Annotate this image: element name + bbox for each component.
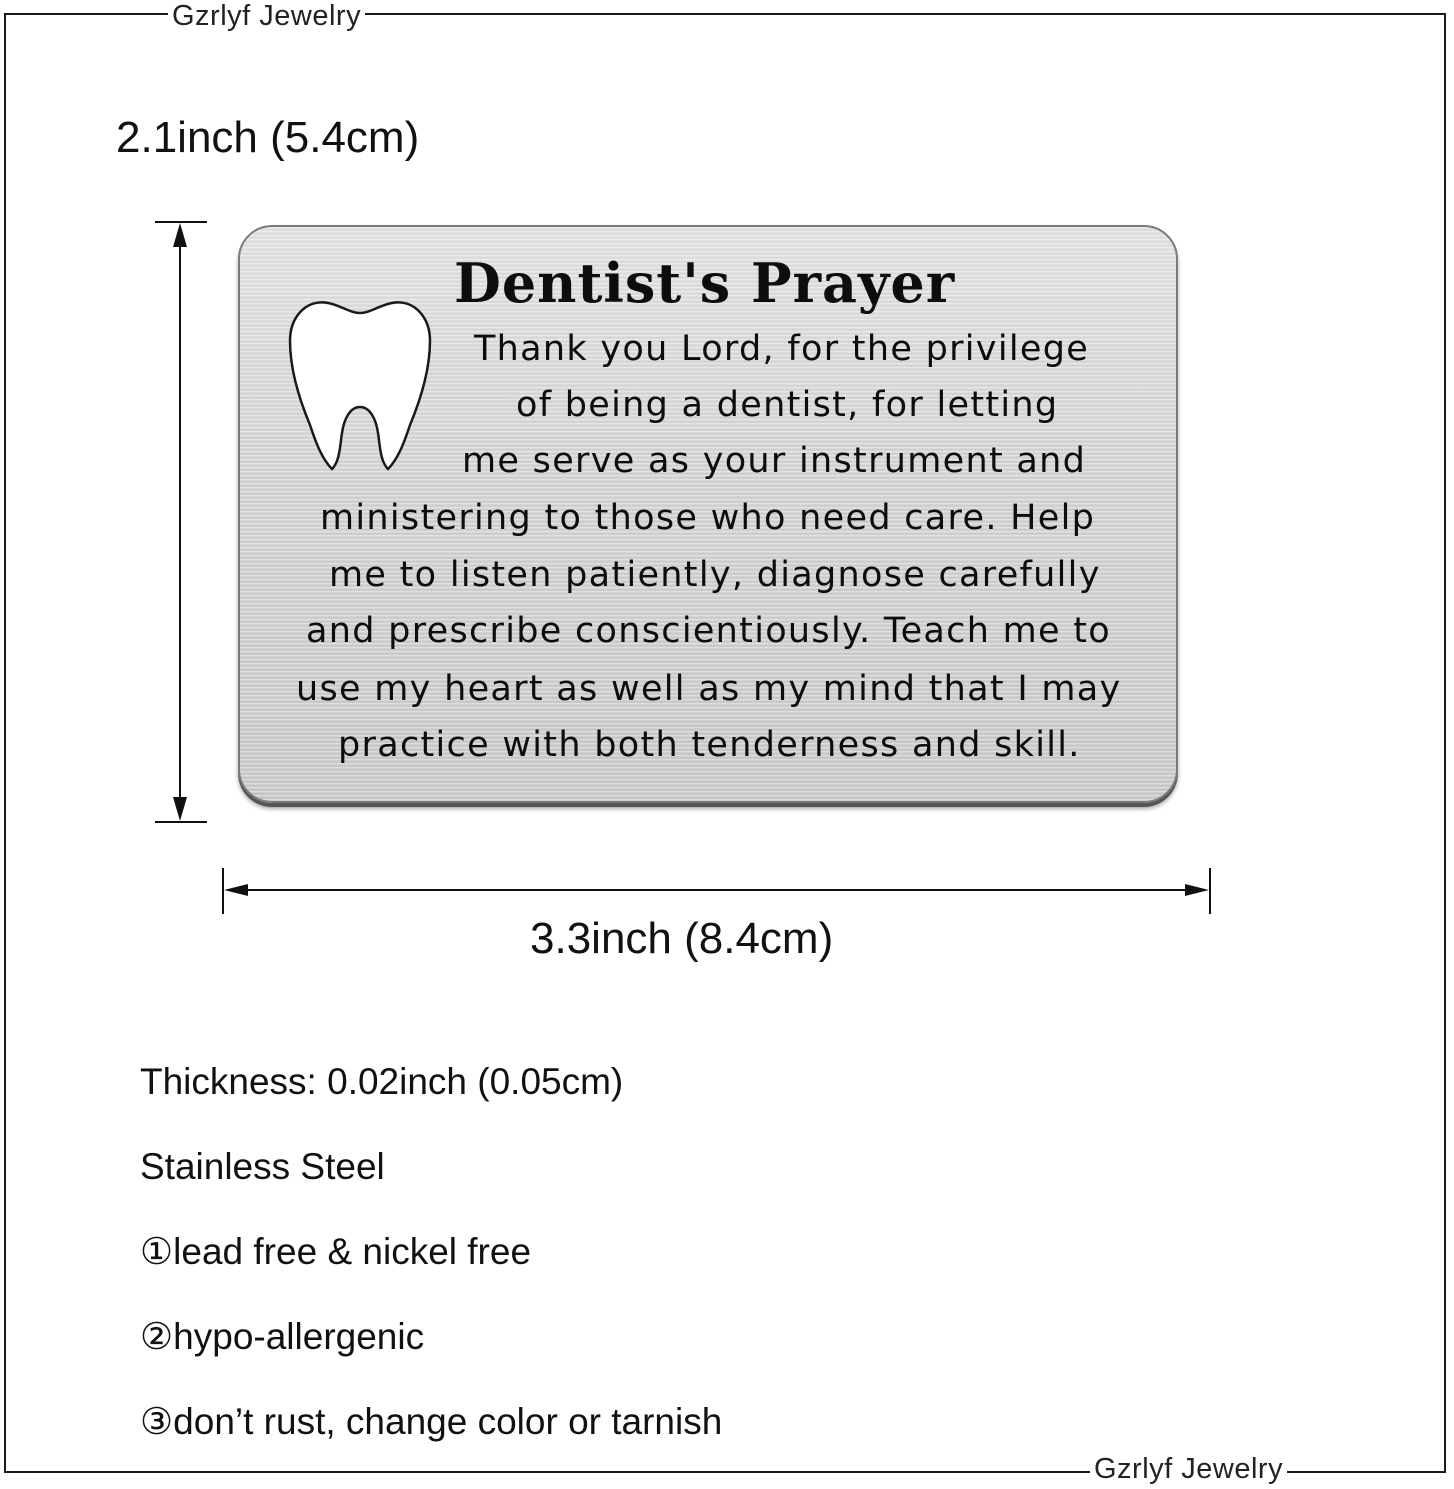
prayer-line-8: practice with both tenderness and skill.: [338, 725, 1081, 765]
prayer-line-7: use my heart as well as my mind that I may: [296, 669, 1122, 709]
prayer-line-2: of being a dentist, for letting: [516, 385, 1059, 425]
tooth-icon: [288, 297, 432, 478]
prayer-line-4: ministering to those who need care. Help: [320, 498, 1096, 538]
prayer-line-3: me serve as your instrument and: [462, 441, 1087, 481]
prayer-line-5: me to listen patiently, diagnose carefully: [329, 555, 1101, 595]
card-title: Dentist's Prayer: [454, 251, 956, 315]
feature-item-lead-free: ①lead free & nickel free: [140, 1231, 532, 1272]
feature-item-no-rust: ③don’t rust, change color or tarnish: [140, 1401, 723, 1442]
height-dimension-label: 2.1inch (5.4cm): [116, 113, 420, 162]
prayer-line-1: Thank you Lord, for the privilege: [474, 329, 1090, 369]
prayer-line-6: and prescribe conscientiously. Teach me to: [306, 611, 1111, 651]
material-spec: Stainless Steel: [140, 1146, 385, 1187]
prayer-card: [238, 225, 1178, 803]
brand-label-top: Gzrlyf Jewelry: [168, 0, 365, 33]
feature-item-hypo-allergenic: ②hypo-allergenic: [140, 1316, 425, 1357]
brand-label-bottom: Gzrlyf Jewelry: [1090, 1452, 1287, 1486]
width-dimension-label: 3.3inch (8.4cm): [530, 914, 834, 963]
thickness-spec: Thickness: 0.02inch (0.05cm): [140, 1061, 624, 1102]
